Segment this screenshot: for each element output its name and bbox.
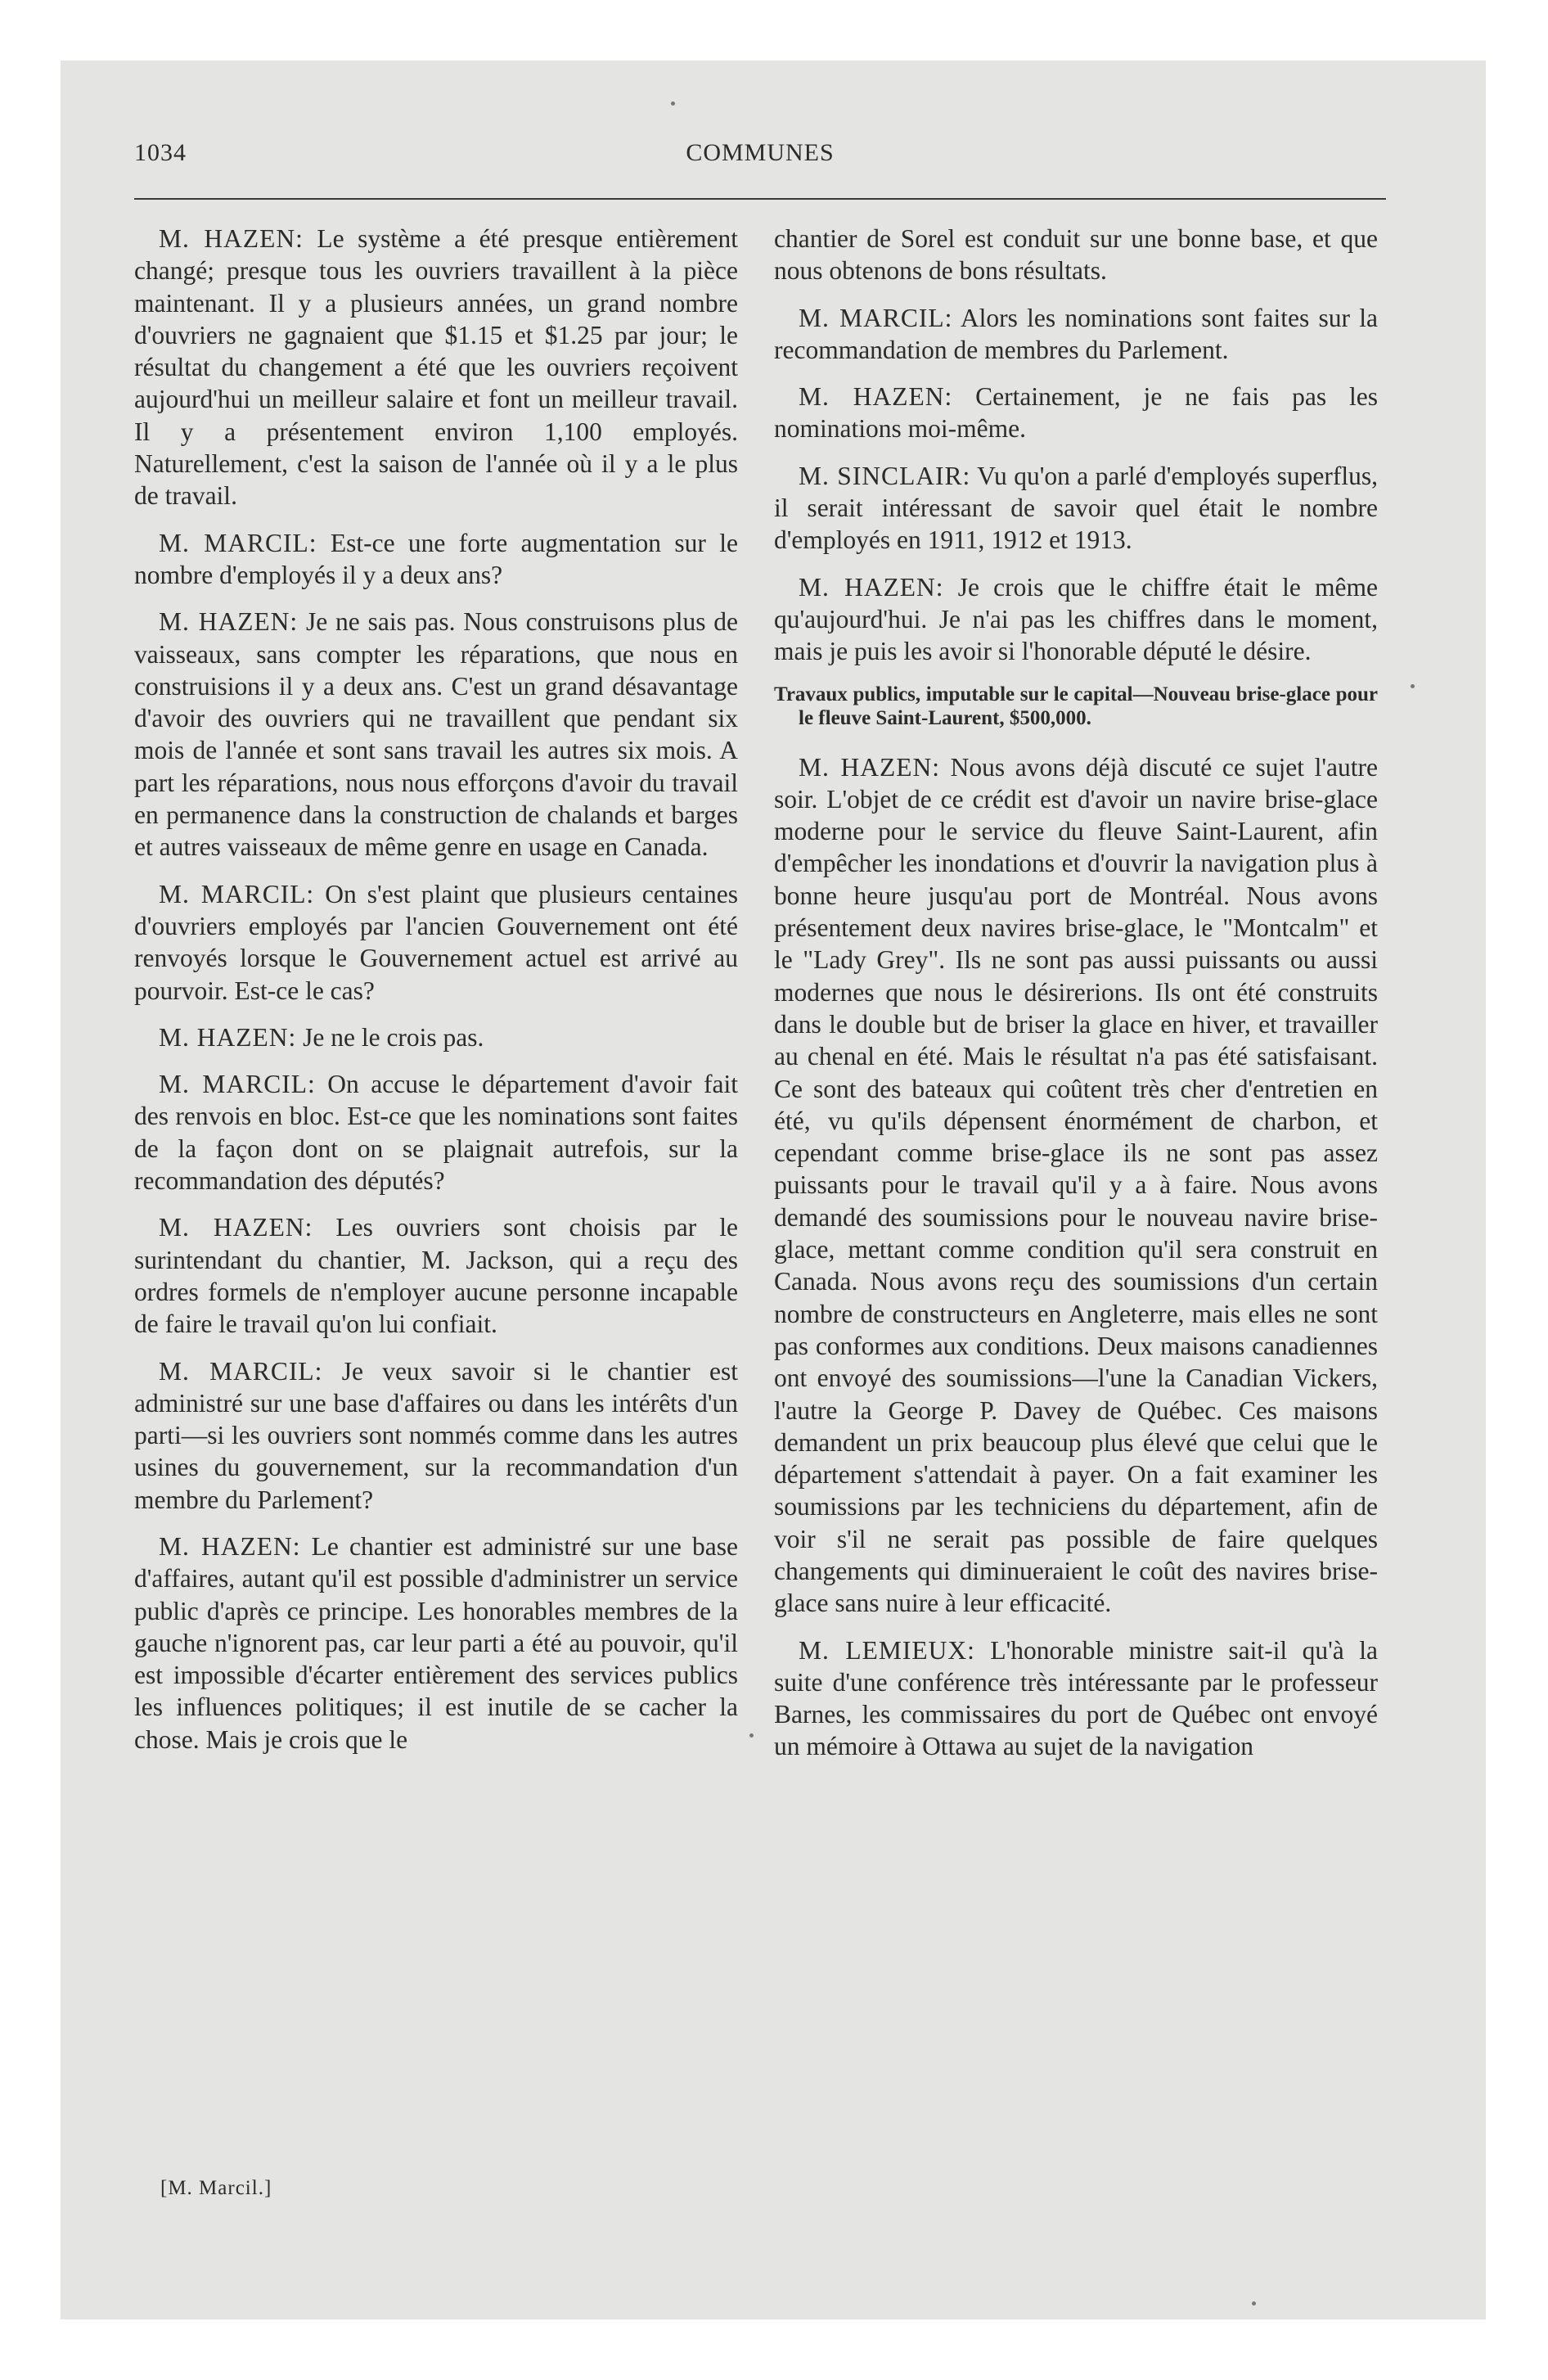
paragraph [774, 460, 1378, 557]
speech: L'honorable ministre sait-il qu'à la suite d'une conférence très intéressante par le professeur Barnes, les commissaires du port de Québec ont envoyé un mémoire à Ottawa au sujet de la navigation [774, 1635, 1378, 1761]
speck-mark [1252, 2301, 1256, 2306]
right-column [774, 223, 1378, 1778]
item-subheading: Travaux publics, imputable sur le capital—Nouveau brise-glace pour le fleuve Saint-Laurent, $500,000. [774, 683, 1378, 729]
paragraph [134, 606, 738, 863]
page-header [134, 139, 1386, 180]
speck-mark [749, 1733, 754, 1738]
speaker: M. HAZEN: [159, 1022, 297, 1052]
paragraph [134, 223, 738, 512]
speaker: M. HAZEN: [159, 1531, 301, 1561]
paragraph [134, 1530, 738, 1756]
paragraph [774, 571, 1378, 668]
paragraph [774, 381, 1378, 445]
speech: Je veux savoir si le chantier est administré sur une base d'affaires ou dans les intérêts d'un parti—si les ouvriers sont nommés comme dans les autres usines du gouvernement, sur la recommandation d'un membre du Parlement? [134, 1356, 738, 1514]
speck-mark [1411, 684, 1415, 688]
speaker: M. HAZEN: [159, 1213, 313, 1242]
speech: Vu qu'on a parlé d'employés superflus, il serait intéressant de savoir quel était le nombre d'employés en 1911, 1912 et 1913. [774, 461, 1378, 555]
speech: Le chantier est administré sur une base d'affaires, autant qu'il est possible d'administrer un service public d'après ce principe. Les honorables membres de la gauche n'ignorent pas, car leur parti a été au pouvoir, qu'il est impossible d'écarter entièrement des services publics les influences politiques; il est inutile de se cacher la chose. Mais je crois que le [134, 1531, 738, 1754]
paragraph [774, 302, 1378, 367]
speech: Je crois que le chiffre était le même qu'aujourd'hui. Je n'ai pas les chiffres dans le moment, mais je puis les avoir si l'honorable député le désire. [774, 572, 1379, 666]
speech: Est-ce une forte augmentation sur le nombre d'employés il y a deux ans? [134, 528, 738, 589]
speaker: M. MARCIL: [159, 879, 315, 908]
speck-mark [671, 101, 675, 106]
speech: Certainement, je ne fais pas les nominations moi-même. [774, 382, 1378, 444]
paragraph [134, 1211, 738, 1340]
paragraph [774, 751, 1378, 1620]
paragraph [134, 1068, 738, 1197]
speech: Le système a été presque entièrement changé; presque tous les ouvriers travaillent à la pièce maintenant. Il y a plusieurs années, un grand nombre d'ouvriers ne gagnaient que $1.15 et $1.25 par jour; le résultat du changement a été que les ouvriers reçoivent aujourd'hui un meilleur salaire et font un meilleur travail. Il y a présentement environ 1,100 employés. Naturellement, c'est la saison de l'année où il y a le plus de travail. [134, 224, 738, 511]
header-rule [134, 198, 1386, 200]
paragraph [134, 527, 738, 592]
page-title: COMMUNES [686, 139, 835, 166]
speaker: M. MARCIL: [159, 1070, 316, 1099]
speaker: M. HAZEN: [159, 607, 299, 637]
speaker: M. MARCIL: [799, 303, 953, 332]
speaker: M. HAZEN: [159, 224, 304, 253]
continuation-paragraph: chantier de Sorel est conduit sur une bonne base, et que nous obtenons de bons résultats. [774, 224, 1378, 286]
left-column [134, 223, 738, 1770]
speech: Alors les nominations sont faites sur la recommandation de membres du Parlement. [774, 303, 1378, 364]
page-footer: [M. Marcil.] [160, 2177, 272, 2199]
speaker: M. HAZEN: [799, 752, 940, 782]
speech: Nous avons déjà discuté ce sujet l'autre soir. L'objet de ce crédit est d'avoir un navire brise-glace moderne pour le service du fleuve Saint-Laurent, afin d'empêcher les inondations et d'ouvrir la navigation plus à bonne heure jusqu'au port de Montréal. Nous avons présentement deux navires brise-glace, le "Montcalm" et le "Lady Grey". Ils ne sont pas aussi puissants ou aussi modernes que nous le désirerions. Ils ont été construits dans le double but de briser la glace en hiver, et travailler au chenal en été. Mais le résultat n'a pas été satisfaisant. Ce sont des bateaux qui coûtent très cher d'entretien en été, vu qu'ils dépensent énormément de charbon, et cependant comme brise-glace ils ne sont pas assez puissants pour le travail qu'il y a à faire. Nous avons demandé des soumissions pour le nouveau navire brise-glace, mettant comme condition qu'il sera construit en Canada. Nous avons reçu des soumissions d'un certain nombre de constructeurs en Angleterre, mais elles ne sont pas conformes aux conditions. Deux maisons canadiennes ont envoyé des soumissions—l'une la Canadian Vickers, l'autre la George P. Davey de Québec. Ces maisons demandent un prix beaucoup plus élevé que celui que le département s'attendait à payer. On a fait examiner les soumissions par les techniciens du département, afin de voir s'il ne serait pas possible de faire quelques changements qui diminueraient le coût des navires brise-glace sans nuire à leur efficacité. [774, 752, 1378, 1618]
speaker: M. MARCIL: [159, 528, 317, 557]
speaker: M. MARCIL: [159, 1356, 323, 1386]
speech: Les ouvriers sont choisis par le surintendant du chantier, M. Jackson, qui a reçu des ordres formels de n'employer aucune personne incapable de faire le travail qu'on lui confiait. [134, 1213, 738, 1339]
speaker: M. HAZEN: [799, 572, 944, 602]
page-number: 1034 [134, 139, 187, 166]
speech: On accuse le département d'avoir fait des renvois en bloc. Est-ce que les nominations sont faites de la façon dont on se plaignait autrefois, sur la recommandation des députés? [134, 1070, 738, 1196]
speech: Je ne sais pas. Nous construisons plus de vaisseaux, sans compter les réparations, que nous en construisions il y a deux ans. C'est un grand désavantage d'avoir des ouvriers qui ne travaillent que pendant six mois de l'année et sont sans travail les autres six mois. A part les réparations, nous nous efforçons d'avoir du travail en permanence dans la construction de chalands et barges et autres vaisseaux de même genre en usage en Canada. [134, 607, 738, 862]
speaker: M. HAZEN: [799, 382, 953, 412]
paragraph [134, 1355, 738, 1516]
speech: Je ne le crois pas. [296, 1022, 484, 1052]
speaker: M. SINCLAIR: [799, 461, 971, 490]
paragraph [134, 878, 738, 1007]
speaker: M. LEMIEUX: [799, 1635, 975, 1665]
paragraph [134, 1021, 738, 1053]
speech: On s'est plaint que plusieurs centaines d'ouvriers employés par l'ancien Gouvernement ont été renvoyés lorsque le Gouvernement actuel est arrivé au pourvoir. Est-ce le cas? [134, 879, 738, 1005]
paragraph [774, 1634, 1378, 1763]
